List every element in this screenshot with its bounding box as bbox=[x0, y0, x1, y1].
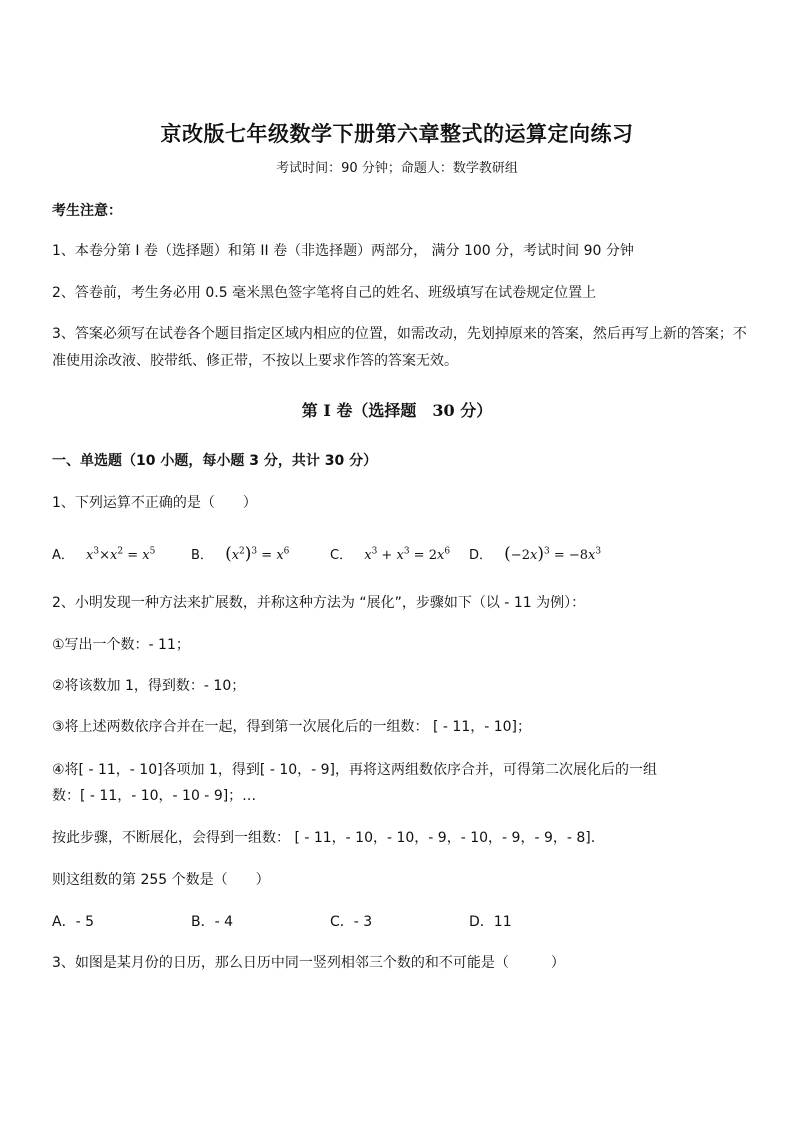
option-expression: $(-2x)^3 = -8x^3$ bbox=[504, 544, 602, 565]
page-title: 京改版七年级数学下册第六章整式的运算定向练习 bbox=[160, 121, 634, 146]
notice-item-3: 3、答案必须写在试卷各个题目指定区域内相应的位置，如需改动，先划掉原来的答案，然后再写上新的答案；不准使用涂改液、胶带纸、修正带，不按以上要求作答的答案无效。 bbox=[52, 326, 747, 369]
notice-heading: 考生注意： bbox=[52, 203, 122, 219]
q3-stem: 3、如图是某月份的日历，那么日历中同一竖列相邻三个数的和不可能是（ ） bbox=[52, 955, 565, 971]
option-expression: $x^3\times x^2 = x^5$ bbox=[86, 547, 156, 564]
q2-step-4: ④将[ - 11，- 10]各项加 1，得到[ - 10，- 9]，再将这两组数依序合并，可得第二次展化后的一组 bbox=[52, 762, 658, 778]
q2-question: 则这组数的第 255 个数是（ ） bbox=[52, 872, 270, 888]
part-heading: 一、单选题（10 小题，每小题 3 分，共计 30 分） bbox=[52, 453, 378, 469]
q2-step-3: ③将上述两数依序合并在一起，得到第一次展化后的一组数： [ - 11，- 10]； bbox=[52, 719, 532, 735]
q2-option-b[interactable] bbox=[191, 909, 311, 935]
q2-option-c[interactable] bbox=[330, 909, 450, 935]
option-label: C． bbox=[330, 914, 354, 930]
option-label: A． bbox=[52, 548, 74, 564]
q2-stem: 2、小明发现一种方法来扩展数，并称这种方法为 “展化”，步骤如下（以 - 11 为例）： bbox=[52, 595, 586, 611]
option-label: D． bbox=[469, 548, 493, 564]
q2-step-4-cont: 数：[ - 11，- 10，- 10 - 9]；… bbox=[52, 788, 257, 804]
section-title: 第 I 卷（选择题 30 分） bbox=[301, 401, 493, 420]
option-value: - 4 bbox=[214, 914, 234, 930]
q1-stem: 1、下列运算不正确的是（ ） bbox=[52, 495, 257, 511]
q2-step-1: ①写出一个数：- 11； bbox=[52, 637, 190, 653]
q2-step-2: ②将该数加 1，得到数：- 10； bbox=[52, 678, 246, 694]
q2-continuation: 按此步骤，不断展化，会得到一组数： [ - 11，- 10，- 10，- 9，- 10，- 9，- 9，- 8]. bbox=[52, 830, 596, 846]
option-value: 11 bbox=[493, 914, 512, 930]
option-expression: $(x^2)^3 = x^6$ bbox=[225, 544, 290, 565]
notice-item-1: 1、本卷分第 I 卷（选择题）和第 II 卷（非选择题）两部分， 满分 100 分，考试时间 90 分钟 bbox=[52, 243, 634, 259]
option-label: D． bbox=[469, 914, 494, 930]
option-label: A． bbox=[52, 914, 76, 930]
option-label: B． bbox=[191, 914, 215, 930]
q2-option-d[interactable] bbox=[469, 909, 589, 935]
exam-info: 考试时间：90 分钟；命题人：数学教研组 bbox=[276, 161, 518, 176]
q1-option-c[interactable] bbox=[330, 542, 450, 566]
option-value: - 3 bbox=[353, 914, 373, 930]
option-label: B． bbox=[191, 548, 213, 564]
q2-option-a[interactable] bbox=[52, 909, 172, 935]
option-label: C． bbox=[330, 548, 353, 564]
q1-option-d[interactable] bbox=[469, 542, 601, 566]
notice-item-2: 2、答卷前，考生务必用 0.5 毫米黑色签字笔将自己的姓名、班级填写在试卷规定位置上 bbox=[52, 285, 597, 301]
option-value: - 5 bbox=[75, 914, 94, 930]
q1-option-a[interactable] bbox=[52, 542, 155, 566]
option-expression: $x^3 + x^3 = 2x^6$ bbox=[364, 547, 451, 564]
q1-option-b[interactable] bbox=[191, 542, 289, 566]
